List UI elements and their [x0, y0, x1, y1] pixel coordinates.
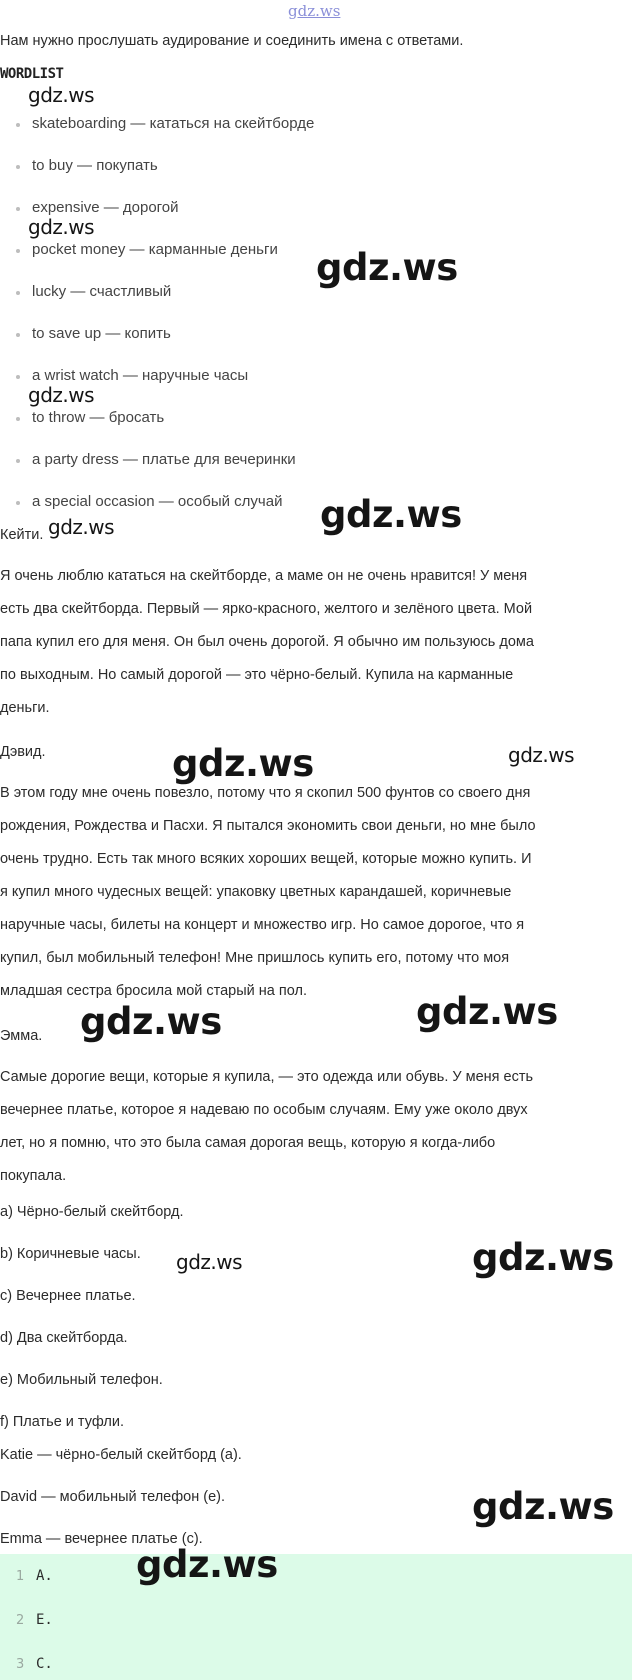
answer-number: 2 — [16, 1613, 25, 1628]
text-line: наручные часы, билеты на концерт и множество игр. Но самое дорогое, что я — [0, 917, 525, 933]
answer-value: A. — [36, 1568, 53, 1584]
section-name-david: Дэвид. — [0, 744, 46, 760]
list-item: to buy — покупать — [32, 157, 158, 174]
option-item: e) Мобильный телефон. — [0, 1372, 163, 1388]
watermark: gdz.ws — [316, 246, 458, 289]
watermark: gdz.ws — [136, 1543, 278, 1586]
answer-number: 1 — [16, 1569, 25, 1584]
watermark: gdz.ws — [172, 742, 314, 785]
bullet-icon — [16, 333, 20, 337]
bullet-icon — [16, 459, 20, 463]
match-item: Katie — чёрно-белый скейтборд (a). — [0, 1447, 242, 1463]
text-line: покупала. — [0, 1168, 67, 1184]
option-item: a) Чёрно-белый скейтборд. — [0, 1204, 184, 1220]
list-item: skateboarding — кататься на скейтборде — [32, 115, 315, 132]
text-line: В этом году мне очень повезло, потому что я скопил 500 фунтов со своего дня — [0, 785, 531, 801]
watermark: gdz.ws — [416, 990, 558, 1033]
watermark: gdz.ws — [320, 493, 462, 536]
bullet-icon — [16, 249, 20, 253]
text-line: очень трудно. Есть так много всяких хороших вещей, которые можно купить. И — [0, 851, 532, 867]
watermark: gdz.ws — [176, 1250, 243, 1274]
text-line: вечернее платье, которое я надеваю по особым случаям. Ему уже около двух — [0, 1102, 528, 1118]
watermark: gdz.ws — [28, 83, 95, 107]
section-text-emma — [0, 1061, 620, 1193]
watermark: gdz.ws — [472, 1236, 614, 1279]
bullet-icon — [16, 207, 20, 211]
bullet-icon — [16, 165, 20, 169]
bullet-icon — [16, 417, 20, 421]
watermark: gdz.ws — [48, 515, 115, 539]
list-item: expensive — дорогой — [32, 199, 179, 216]
match-item: David — мобильный телефон (e). — [0, 1489, 226, 1505]
bullet-icon — [16, 123, 20, 127]
text-line: Самые дорогие вещи, которые я купила, — это одежда или обувь. У меня есть — [0, 1069, 534, 1085]
answer-value: E. — [36, 1612, 53, 1628]
text-line: по выходным. Но самый дорогой — это чёрно-белый. Купила на карманные — [0, 667, 514, 683]
list-item: to throw — бросать — [32, 409, 165, 426]
bullet-icon — [16, 291, 20, 295]
answer-value: C. — [36, 1656, 53, 1672]
text-line: папа купил его для меня. Он был очень дорогой. Я обычно им пользуюсь дома — [0, 634, 534, 650]
bullet-icon — [16, 501, 20, 505]
text-line: Я очень люблю кататься на скейтборде, а маме он не очень нравится! У меня — [0, 568, 528, 584]
list-item: a special occasion — особый случай — [32, 493, 283, 510]
list-item: a wrist watch — наручные часы — [32, 367, 249, 384]
section-name-katie: Кейти. — [0, 527, 44, 543]
answers-box — [0, 1554, 632, 1680]
option-item: d) Два скейтборда. — [0, 1330, 128, 1346]
list-item: a party dress — платье для вечеринки — [32, 451, 296, 468]
text-line: я купил много чудесных вещей: упаковку цветных карандашей, коричневые — [0, 884, 512, 900]
section-text-david — [0, 777, 620, 1008]
list-item: pocket money — карманные деньги — [32, 241, 278, 258]
watermark: gdz.ws — [508, 743, 575, 767]
section-text-katie — [0, 560, 620, 725]
text-line: рождения, Рождества и Пасхи. Я пытался экономить свои деньги, но мне было — [0, 818, 536, 834]
bullet-icon — [16, 375, 20, 379]
option-item: c) Вечернее платье. — [0, 1288, 136, 1304]
watermark: gdz.ws — [472, 1485, 614, 1528]
text-line: лет, но я помню, что это была самая дорогая вещь, которую я когда-либо — [0, 1135, 496, 1151]
watermark: gdz.ws — [28, 383, 95, 407]
intro-text: Нам нужно прослушать аудирование и соединить имена с ответами. — [0, 33, 464, 49]
text-line: есть два скейтборда. Первый — ярко-красного, желтого и зелёного цвета. Мой — [0, 601, 533, 617]
list-item: lucky — счастливый — [32, 283, 172, 300]
list-item: to save up — копить — [32, 325, 171, 342]
option-item: b) Коричневые часы. — [0, 1246, 141, 1262]
watermark: gdz.ws — [28, 215, 95, 239]
section-name-emma: Эмма. — [0, 1028, 43, 1044]
match-item: Emma — вечернее платье (c). — [0, 1531, 203, 1547]
wordlist-title: WORDLIST — [0, 66, 64, 82]
option-item: f) Платье и туфли. — [0, 1414, 125, 1430]
answer-number: 3 — [16, 1657, 25, 1672]
text-line: деньги. — [0, 700, 50, 716]
text-line: младшая сестра бросила мой старый на пол. — [0, 983, 307, 999]
header-logo-link[interactable]: gdz.ws — [288, 2, 341, 20]
text-line: купил, был мобильный телефон! Мне пришлось купить его, потому что моя — [0, 950, 510, 966]
watermark: gdz.ws — [80, 1000, 222, 1043]
